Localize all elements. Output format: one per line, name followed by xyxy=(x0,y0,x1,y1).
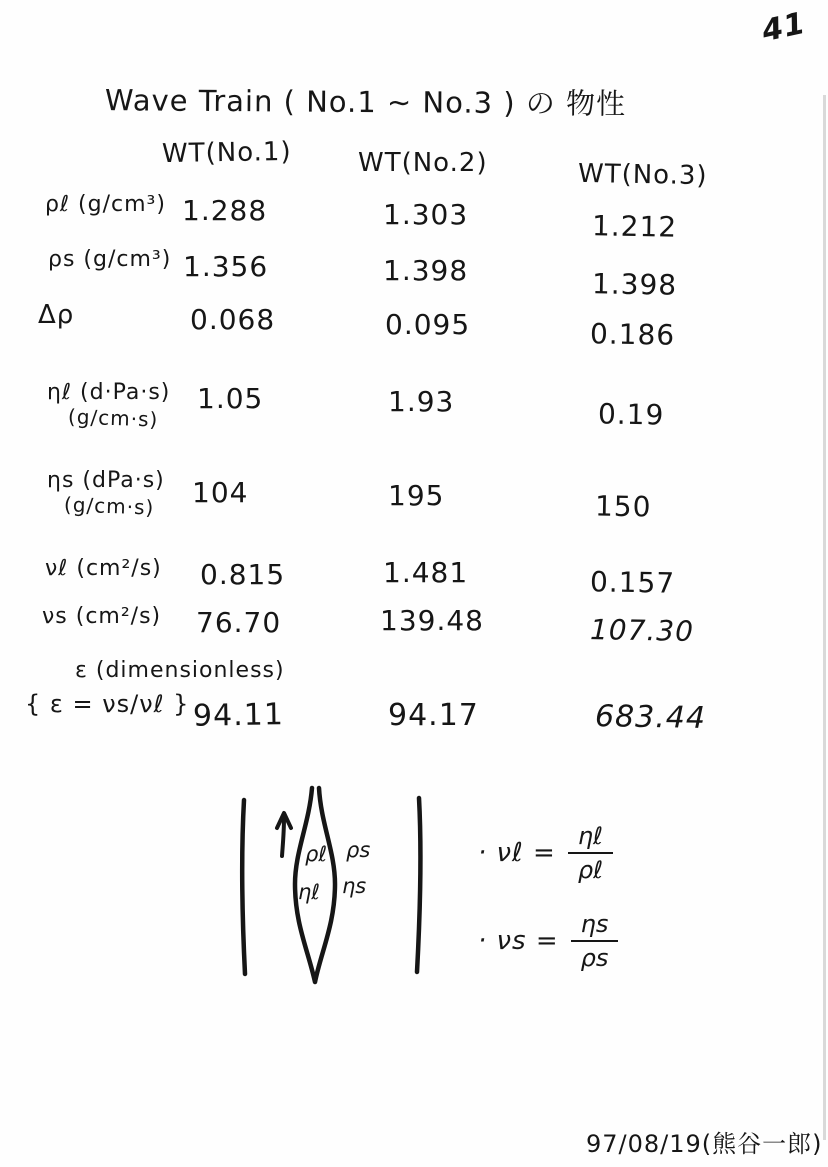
row-label-eta-l: ηℓ (d·Pa·s) xyxy=(47,380,171,405)
cell-delta-rho-wt2: 0.095 xyxy=(385,308,471,341)
diagram-label-eta-s: ηs xyxy=(342,874,367,898)
page-number: 41 xyxy=(758,5,809,50)
formula-nu-l xyxy=(478,822,708,884)
cell-rho-l-wt1: 1.288 xyxy=(182,194,268,227)
up-arrow-icon xyxy=(282,818,284,856)
cell-eta-l-wt1: 1.05 xyxy=(197,382,264,415)
cell-nu-l-wt2: 1.481 xyxy=(383,556,469,589)
viscosity-formulas xyxy=(478,822,708,998)
cell-nu-s-wt1: 76.70 xyxy=(196,606,282,639)
formula-nu-s-lhs: · νs = xyxy=(478,926,559,956)
row-label-epsilon: ε (dimensionless) xyxy=(75,658,285,683)
column-header-wt2: WT(No.2) xyxy=(358,148,488,178)
column-header-wt1: WT(No.1) xyxy=(161,136,292,170)
page-title: Wave Train ( No.1 ~ No.3 ) の 物性 xyxy=(104,83,627,121)
row-label-epsilon-def: { ε = νs/νℓ } xyxy=(25,690,190,718)
row-label-rho-l: ρℓ (g/cm³) xyxy=(45,192,166,217)
cell-rho-s-wt1: 1.356 xyxy=(183,250,269,283)
tube-wall-left-line xyxy=(242,800,245,974)
formula-nu-l-lhs: · νℓ = xyxy=(478,838,556,868)
cell-nu-l-wt3: 0.157 xyxy=(589,565,676,600)
cell-epsilon-wt1: 94.11 xyxy=(192,697,285,734)
cell-delta-rho-wt1: 0.068 xyxy=(190,303,276,336)
row-label-eta-s-unit2: (g/cm·s) xyxy=(63,492,155,520)
cell-eta-s-wt3: 150 xyxy=(594,489,652,524)
row-label-delta-rho: Δρ xyxy=(38,300,75,330)
cell-nu-s-wt3: 107.30 xyxy=(589,613,695,648)
column-header-wt3: WT(No.3) xyxy=(577,158,708,192)
row-label-nu-l: νℓ (cm²/s) xyxy=(45,556,162,581)
date-signature: 97/08/19(熊谷一郎) xyxy=(586,1130,823,1158)
formula-nu-s-denominator: ρs xyxy=(580,944,609,972)
row-label-eta-s: ηs (dPa·s) xyxy=(47,468,165,493)
scan-edge-shadow xyxy=(823,95,826,1140)
cell-eta-s-wt2: 195 xyxy=(388,479,445,512)
diagram-label-eta-l: ηℓ xyxy=(298,880,320,904)
formula-nu-l-fraction xyxy=(568,822,613,884)
diagram-label-rho-s: ρs xyxy=(346,838,371,862)
cell-epsilon-wt3: 683.44 xyxy=(594,699,707,736)
row-label-nu-s: νs (cm²/s) xyxy=(42,604,162,629)
cell-epsilon-wt2: 94.17 xyxy=(388,698,479,733)
cell-rho-l-wt2: 1.303 xyxy=(383,198,469,231)
formula-nu-l-numerator: ηℓ xyxy=(568,822,613,854)
cell-eta-l-wt3: 0.19 xyxy=(597,397,665,432)
tube-wall-right-line xyxy=(417,798,420,972)
cell-nu-l-wt1: 0.815 xyxy=(200,558,286,591)
cell-rho-s-wt3: 1.398 xyxy=(591,267,678,302)
row-label-rho-s: ρs (g/cm³) xyxy=(48,247,172,272)
formula-nu-s xyxy=(478,910,708,972)
row-label-eta-l-unit2: (g/cm·s) xyxy=(67,404,159,432)
tube-drop-diagram xyxy=(228,782,483,992)
diagram-label-rho-l: ρℓ xyxy=(305,842,328,866)
cell-eta-l-wt2: 1.93 xyxy=(388,385,455,418)
cell-delta-rho-wt3: 0.186 xyxy=(589,317,676,352)
cell-nu-s-wt2: 139.48 xyxy=(380,604,484,637)
formula-nu-s-numerator: ηs xyxy=(571,910,619,942)
cell-rho-l-wt3: 1.212 xyxy=(591,209,678,244)
cell-rho-s-wt2: 1.398 xyxy=(383,254,469,287)
formula-nu-s-fraction xyxy=(571,910,619,972)
formula-nu-l-denominator: ρℓ xyxy=(577,856,603,884)
cell-eta-s-wt1: 104 xyxy=(192,476,249,509)
